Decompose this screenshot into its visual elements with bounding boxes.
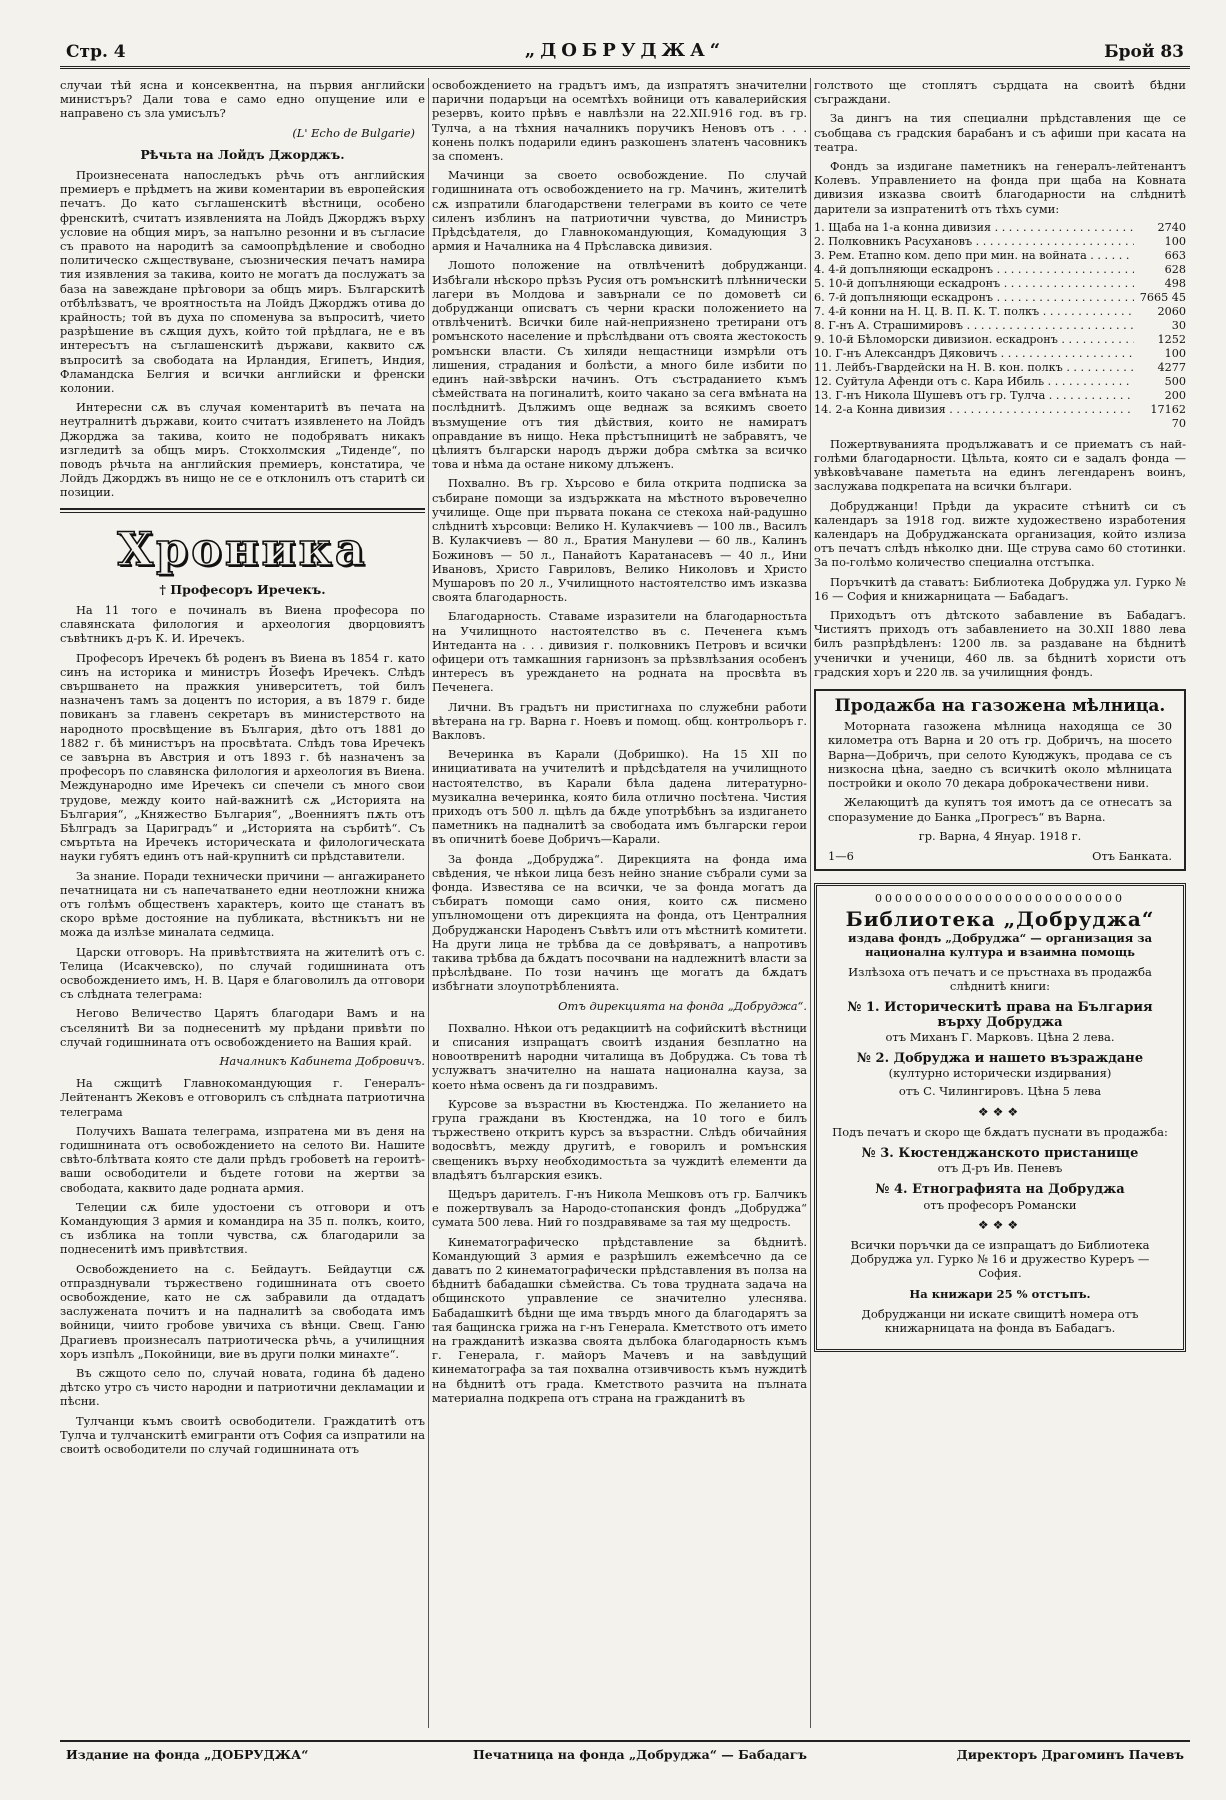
article-text: Приходътъ отъ дѣтското забавление въ Бабадагъ. Чистиятъ приходъ отъ забавлението на 30.XII 1880 лева билъ разпрѣдѣленъ: 1200 лв. за раздаване на бѣднитѣ ученички и ученици, 460 лв. за бѣднитѣ хористи отъ градския хоръ и 220 лв. за училищния фондъ. [814,608,1186,679]
article-text: Похвално. Въ гр. Хърсово е била открита подписка за събиране помощи за издържката на мѣстното въровечелно училище. Още при първата покана се стекоха най-радушно слѣднитѣ хърсовци: Велико Н. Кулакчиевъ — 100 лв., Василъ В. Кулакчиевъ — 80 л., Братия Манулеви — 60 лв., Калинъ Божиновъ — 50 л., Панайотъ Каратанасевъ — 40 л., Ини Ивановъ, Христо Гавриловъ, Велико Николовъ и Христо Мушаровъ по 20 л., Училищното настоятелство имъ изказва своята благодарность. [432,476,807,605]
article-text: Поръчкитѣ да ставатъ: Библиотека Добруджа ул. Гурко № 16 — София и книжарницата — Бабадагъ. [814,574,1186,603]
article-text: Похвално. Нѣкои отъ редакциитѣ на софийскитѣ вѣстници и списания изпращатъ своитѣ издания безплатно на новоотвренитѣ народни читалища въ Добруджа. Съ това тѣ услужватъ значително на нашата национална кауза, за което нѣма освенъ да ги поздравимъ. [432,1020,807,1092]
ad-footer [828,849,1172,863]
ad-text: Подъ печатъ и скоро ще бѫдатъ пуснати въ продажба: [832,1124,1168,1139]
article-text: Щедъръ дарителъ. Г-нъ Никола Мешковъ отъ гр. Балчикъ е пожертвувалъ за Народо-стопанския фондъ „Добруджа“ сумата 500 лева. Ний го поздравяваме за тая му щедрость. [432,1187,807,1230]
article-text: Благодарность. Ставаме изразители на благодарностьта на Училищното настоятелство въ с. Печенега къмъ Интеданта на . . . дивизия г. полковникъ Петровъ и всички офицери отъ тамкашния гарнизонъ за прѣзвлѣзания особенъ интересъ въ уреждането на родната на просвѣта въ Печенега. [432,609,807,695]
donor-name: 8. Г-нъ А. Страшимировъ . . . [814,319,1134,333]
director: Директоръ Драгоминъ Пачевъ [956,1747,1184,1762]
donor-item [814,263,1186,277]
donor-amount: 663 [1164,248,1186,262]
article-text: Произнесената напоследъкъ рѣчь отъ английския премиеръ е прѣдметъ на живи коментарии въ европейския печатъ. До като съглашенскитѣ вѣстници, особено френскитѣ, считатъ изявленията на Лойдъ Джорджъ върху условие на общия миръ, за напълно резонни и въ съгласие съ правото на народитѣ за самоопрѣдѣление и свободно политическо сѫществуване, съюзническия печатъ намира тия изявления за такива, които не могатъ да послужатъ за база на завеждане прѣговори за общъ миръ. Българскитѣ отбѣлѣзватъ, че вроятностьта на Лойдъ Джорджъ отива до крайность; той въ духа по споменува за въпроситѣ, чието разрѣшение въ сѫщия духъ, който той прѣдлага, не е въ интересътъ на съглашенскитѣ държави, каквито сѫ въпроситѣ за свободата на Ирландия, Египетъ, Индия, Фламандска Белгия и всички английски и френски колонии. [60,168,425,396]
issue-number: Брой 83 [1104,42,1184,62]
article-text: Тулчанци къмъ своитѣ освободители. Граждатитѣ отъ Тулча и тулчанскитѣ емигранти отъ София са изпратили на своитѣ освободители по случай годишнината отъ [60,1413,425,1457]
ad-place-date: гр. Варна, 4 Януар. 1918 г. [918,828,1082,843]
donor-name: 2. Полковникъ Расухановъ . . . [814,235,1134,249]
article-text: Пожертвуванията продължаватъ и се приематъ съ най-голѣми благодарности. Цѣльта, която си е задалъ фонда — увѣковѣчаване паметьта на единъ легендаренъ воинъ, заслужава подкрепата на всички българи. [814,436,1186,494]
donor-item [814,347,1186,361]
donor-item [814,249,1186,263]
article-text: голството ще стоплятъ сърдцата на своитѣ бѣдни съграждани. [814,78,1186,107]
donor-item [814,221,1186,235]
book-title: № 1. Историческитѣ права на България върху Добруджа [847,1000,1153,1030]
ornament-border: 0000000000000000000000000 [875,892,1125,906]
article-text: Интересни сѫ въ случая коментаритѣ въ печата на неутралнитѣ държави, които считатъ изявленето на Лойдъ Джорджа за такива, които не подобряватъ никакъ изгледитѣ за общъ миръ. Стокхолмския „Тиденде“, по поводъ рѣчьта на английския премиеръ, констатира, че Лойдъ Джорджъ въ нищо не се е отклонилъ отъ старитѣ си позиции. [60,400,425,500]
donor-name: 6. 7-й допълняющи ескадронъ . . . [814,291,1134,305]
article-text: освобождението на градътъ имъ, да изпратятъ значителни парични подаръци на осемтѣхъ войници отъ кавалерийския резервъ, които прѣвъ е навлѣзли на 22.XII.916 год. въ гр. Тулча, а на тѣхния началникъ поручикъ Неновъ отъ . . . конень полкъ подарили единъ разкошенъ златенъ часовникъ за споменъ. [432,78,807,164]
article-text: Телеции сѫ биле удостоени съ отговори и отъ Командующия 3 армия и командира на 35 п. полкъ, които, съ изблика на топли чувства, сѫ благодарили за поднесенитѣ имъ привѣтствия. [60,1199,425,1257]
signature: Началникъ Кабинета Добровичъ. [219,1053,425,1068]
page-number: Стр. 4 [66,42,126,62]
article-text: Вечеринка въ Карали (Добришко). На 15 XII по инициативата на учителитѣ и прѣдсѣдателя на училищното настоятелство, въ Карали бѣла дадена литературно-музикална вечеринка, която била отлично посѣтена. Чистия приходъ отъ 500 л. щѣлъ да бѫде употрѣбѣнъ за издигането паметникъ на падналитѣ за свободата имъ български герои въ опичнитѣ боеве Добричъ—Карали. [432,747,807,847]
section-divider [60,508,425,513]
donor-amount: 2740 [1157,220,1186,234]
column-2 [432,78,807,1728]
book-note: (културно исторически издирвания) [888,1066,1112,1081]
publisher: Издание на фонда „ДОБРУДЖА“ [66,1747,309,1762]
donor-name: 9. 10-й Бѣломорски дивизион. ескадронъ . . . [814,333,1134,347]
mill-sale-ad [814,689,1186,871]
donor-amount: 498 [1164,276,1186,290]
article-heading: † Професоръ Иречекъ. [159,581,326,597]
donor-name: 3. Рем. Етапно ком. депо при мин. на войната . . . [814,249,1134,263]
article-text: За знание. Поради технически причини — ангажирането печатницата ни съ напечатването едни неотложни книжа отъ голѣмъ общественъ характеръ, които ще станатъ въ скоро врѣме достояние на публиката, вѣстникътъ ни не можа да излѣзе миналата седмица. [60,868,425,940]
book-author: отъ Миханъ Г. Марковъ. Цѣна 2 лева. [885,1029,1115,1044]
library-ad [814,883,1186,1352]
ad-text: Всички поръчки да се изпращатъ до Библиотека Добруджа ул. Гурко № 16 и дружество Куреръ — София. [850,1237,1150,1281]
article-text: Професоръ Иречекъ бѣ роденъ въ Виена въ 1854 г. като синъ на историка и министръ Йозефъ Иречекъ. Слѣдъ свършването на пражкия университетъ, той билъ назначенъ тамъ за доцентъ по история, а въ 1879 г. биде повиканъ за главенъ секретаръ въ министерството на народното просвѣщение въ България, дѣто отъ 1881 до 1882 г. бѣ министъръ на просвѣтата. Слѣдъ това Иречекъ се завърна въ Австрия и отъ 1893 г. бѣ назначенъ за професоръ по славянска филология и археология въ Виена. Международно име Иречекъ си спечели съ много свои трудове, между които най-важнитѣ сѫ „Историята на България“, „Княжество България“, „Военниятъ пѫть отъ Бѣлградъ за Цариградъ“ и „Историята на сърбитѣ“. Съ смъртьта на Иречекъ историческата и филологическата науки губятъ единъ отъ най-крупнитѣ си прѣдставители. [60,650,425,864]
donor-name: 14. 2-а Конна дивизия . . . [814,403,1134,431]
donor-item [814,375,1186,389]
donor-name: 10. Г-нъ Александръ Дяковичъ . . . [814,347,1134,361]
ad-text: Излѣзоха отъ печатъ и се пръстнаха въ продажба слѣднитѣ книги: [848,964,1152,994]
book-title: № 2. Добруджа и нашето възраждане [856,1050,1144,1066]
article-text: Мачинци за своето освобождение. По случай годишнината отъ освобождението на гр. Мачинъ, жителитѣ сѫ изпратили благодарствени телеграми въ които се чете силенъ изблинъ на патриотични чувства, до Министръ Прѣдсѣдателя, до Главнокомандующия, Комадующия 3 армия и Началника на 4 Прѣславска дивизия. [432,168,807,254]
donor-name: 11. Лейбъ-Гвардейски на Н. В. кон. полкъ . . . [814,361,1134,375]
ad-subtitle: издава фондъ „Добруджа“ — организация за национална култура и взаимна помощь [847,930,1153,959]
book-author: отъ С. Чилингировъ. Цѣна 5 лева [898,1084,1102,1099]
donor-amount: 200 [1164,388,1186,402]
article-heading: Рѣчьта на Лойдъ Джорджъ. [140,146,345,162]
donor-amount: 2060 [1157,304,1186,318]
donor-amount: 17162 70 [1150,402,1186,430]
article-text: На 11 того е починалъ въ Виена професора по славянската филология и археология дворцовиятъ съвѣтникъ д-ръ К. И. Иречекъ. [60,602,425,646]
ad-text: Добруджанци ни искате свищитѣ номера отъ книжарницата на фонда въ Бабадагъ. [861,1306,1139,1335]
ornament: ❖❖❖ [977,1104,1023,1119]
section-title: Хроника [117,521,368,576]
article-text: Добруджанци! Прѣди да украсите стѣнитѣ си съ календаръ за 1918 год. вижте художествено изработения календаръ на Добруджанската организация, който излиза отъ печатъ слѣдъ нѣколко дни. Ще струва само 60 стотинки. За по-голѣмо количество специална отстъпка. [814,498,1186,570]
donor-name: 13. Г-нъ Никола Шушевъ отъ гр. Тулча . . . [814,389,1134,403]
ad-ref: 1—6 [828,848,854,863]
donor-list [814,221,1186,431]
donor-item [814,235,1186,249]
article-source: (L' Echo de Bulgarie) [292,125,415,140]
donor-name: 5. 10-й допълняющи ескадронъ . . . [814,277,1134,291]
article-text: случаи тѣй ясна и консеквентна, на първия английски министъръ? Дали това е само едно опущение или е направено съ зла умисълъ? [60,78,425,121]
article-text: За дингъ на тия специални прѣдставления ще се съобщава съ градския барабанъ и съ афиши при касата на театра. [814,111,1186,154]
donor-name: 4. 4-й допълняющи ескадронъ . . . [814,263,1134,277]
article-text: Негово Величество Царятъ благодари Вамъ и на съселянитѣ Ви за поднесенитѣ му прѣдани привѣти по случай годишнината отъ освобождението на Вашия край. [60,1006,425,1049]
donor-item [814,389,1186,403]
donor-item [814,277,1186,291]
ad-text: Желающитѣ да купятъ тоя имотъ да се отнесатъ за споразумение до Банка „Прогресъ“ въ Варна. [828,795,1172,824]
article-text: Царски отговоръ. На привѣтствията на жителитѣ отъ с. Телица (Исакчевско), по случай годишнината отъ освобождението имъ, Н. В. Царя е благоволилъ да отговори съ слѣдната телеграма: [60,944,425,1002]
article-text: Курсове за възрастни въ Кюстенджа. По желанието на група граждани въ Кюстенджа, на 10 того е билъ тържествено откритъ курсъ за възрастни. Слѣдъ обичайния водосвѣтъ, между другитѣ, е говорилъ и ромънския свещеникъ върху необходимостьта за чуждитѣ елементи да владѣятъ българския езикъ. [432,1096,807,1182]
donor-amount: 1252 [1157,332,1186,346]
article-text: Лични. Въ градътъ ни пристигнаха по служебни работи вѣтерана на гр. Варна г. Ноевъ и помощ. общ. контрольоръ г. Вакловъ. [432,699,807,742]
column-divider [810,78,811,1728]
article-text: Кинематографическо прѣдставление за бѣднитѣ. Командующий 3 армия е разрѣшилъ ежемѣсечно да се даватъ по 2 кинематографически прѣдставления въ полза на бѣднитѣ бабадашки сѣмейства. Съ това трудната задача на общинското управление се значително улеснява. Бабадашкитѣ бѣдни ще има твърдъ много да благодарятъ за тая бащинска грижа на г-нъ Генерала. Кметството отъ името на гражданитѣ изказва своята дълбока благодарность къмъ г. Генерала, г. майоръ Мачевъ и на завѣдущий кинематографа за тая похвална отзивчивость къмъ нуждитѣ на бѣднитѣ отъ града. Кметството разчита на пълната материална подкрепа отъ страна на гражданитѣ въ [432,1234,807,1405]
book-title: № 4. Етнографията на Добруджа [875,1182,1125,1198]
ad-text: Моторната газожена мѣлница находяща се 30 километра отъ Варна и 20 отъ гр. Добричъ, на шосето Варна—Добричъ, при селото Куюджукъ, продава се съ низкосна цѣна, заедно съ всичкитѣ около мѣлницата постройки и около 70 декара доброкачествени ниви. [828,719,1172,791]
printer: Печатница на фонда „Добруджа“ — Бабадагъ [472,1747,808,1762]
article-text: Лошото положение на отвлѣченитѣ добруджанци. Избѣгали нѣскоро прѣзъ Русия отъ ромънскитѣ плѣннически лагери въ Молдова и завърнали се по домоветѣ си добруджанци описватъ съ черни краски положението на отвлѣченитѣ. Всички биле най-неприязнено третирани отъ ромънското население и прѣслѣдвани отъ своята жестокость ромънски власти. Съ хиляди нещастници измрѣли отъ лишения, страдания и болѣсти, а много биле избити по единъ най-звѣрски начинъ. Отъ състраданието къмъ сѣмействата на погиналитѣ, които чакано за сега вмѣната на послѣднитѣ. Дължимъ още веднаж за всякимъ своето възмущение отъ тия дѣйствия, които не намиратъ оправдание въ нищо. Нека прѣстъпницитѣ не забравятъ, че цѣлиятъ български народъ държи добра смѣтка за всичко това и нѣма да остане никому длъженъ. [432,258,807,472]
column-1 [60,78,425,1728]
article-text: На сжщитѣ Главнокомандующия г. Генералъ-Лейтенантъ Жековъ е отговорилъ съ слѣдната патриотична телеграма [60,1076,425,1119]
masthead-title: „ДОБРУДЖА“ [524,40,726,61]
donor-amount: 100 [1164,234,1186,248]
donor-amount: 628 [1164,262,1186,276]
donor-item [814,305,1186,319]
article-text: Въ сжщото село по, случай новата, година бѣ дадено дѣтско утро съ чисто народни и патриотични декламации и пѣсни. [60,1366,425,1409]
article-text: За фонда „Добруджа“. Дирекцията на фонда има свѣдения, че нѣкои лица безъ нейно знание събрали суми за фонда. Известява се на всички, че за фонда могатъ да събиратъ помощи само ония, които сѫ писмено упълномощени отъ дирекцията на фонда, отъ Централния Добруджански Народенъ Съвѣтъ или отъ мѣстнитѣ комитети. На други лица не трѣбва да се довѣряватъ, а напротивъ такива трѣбва да бѫдатъ посочвани на надлежнитѣ власти за прѣслѣдване. По този начинъ ще могатъ да бѫдатъ избѣгнати злоупотрѣбленията. [432,851,807,994]
column-divider [428,78,429,1728]
ad-signature: Отъ Банката. [1092,848,1172,863]
ad-title: Библиотека „Добруджа“ [845,907,1155,932]
donor-amount: 30 [1171,318,1186,332]
donor-name: 12. Суйтула Афенди отъ с. Кара Ибиль . . . [814,375,1134,389]
article-text: Получихъ Вашата телеграма, изпратена ми въ деня на годишнината отъ освобождението на селото Ви. Нашите свѣто-блѣтвата която сте дали прѣдъ гробоветѣ на героитѣ-ваши освободители и бъдете готови на жертви за свободата, каквито даде родната армия. [60,1123,425,1195]
donor-item [814,333,1186,347]
donor-item [814,403,1186,431]
book-title: № 3. Кюстенджанското пристанище [861,1145,1139,1161]
donor-amount: 7665 45 [1139,290,1186,304]
donor-name: 1. Щаба на 1-а конна дивизия . . . [814,221,1134,235]
donor-amount: 4277 [1157,360,1186,374]
signature: Отъ дирекцията на фонда „Добруджа“. [558,998,807,1013]
ad-title: Продажба на газожена мѣлница. [834,696,1166,717]
article-text: Фондъ за издигане паметникъ на генералъ-лейтенантъ Колевъ. Управлението на фонда при щаба на Ковната дивизия изказва своитѣ благодарности на слѣднитѣ дарители за изпратенитѣ отъ тѣхъ суми: [814,159,1186,216]
donor-amount: 500 [1164,374,1186,388]
donor-name: 7. 4-й конни на Н. Ц. В. П. К. Т. полкъ . . . [814,305,1134,319]
page-header [60,34,1190,69]
ornament: ❖❖❖ [977,1217,1023,1232]
donor-item [814,319,1186,333]
article-text: Освобождението на с. Бейдаутъ. Бейдаутци сѫ отпразднували тържествено годишнината отъ своето освобождение, като не сѫ забравили да отдадатъ заслужената почитъ и на падналитѣ за свободата имъ войници, чиито гробове увичиха съ вѣнци. Свещ. Ганю Драгиевъ произнесалъ патриотическа рѣчь, а училищния хоръ изпѣлъ „Покойници, вие въ други полки минахте“. [60,1261,425,1361]
book-author: отъ Д-ръ Ив. Пеневъ [937,1161,1063,1176]
donor-amount: 100 [1164,346,1186,360]
donor-item [814,291,1186,305]
book-author: отъ професоръ Романски [923,1197,1077,1212]
donor-item [814,361,1186,375]
discount-note: На книжари 25 % отстъпъ. [909,1286,1091,1301]
page-footer [60,1740,1190,1766]
column-3 [814,78,1186,1728]
